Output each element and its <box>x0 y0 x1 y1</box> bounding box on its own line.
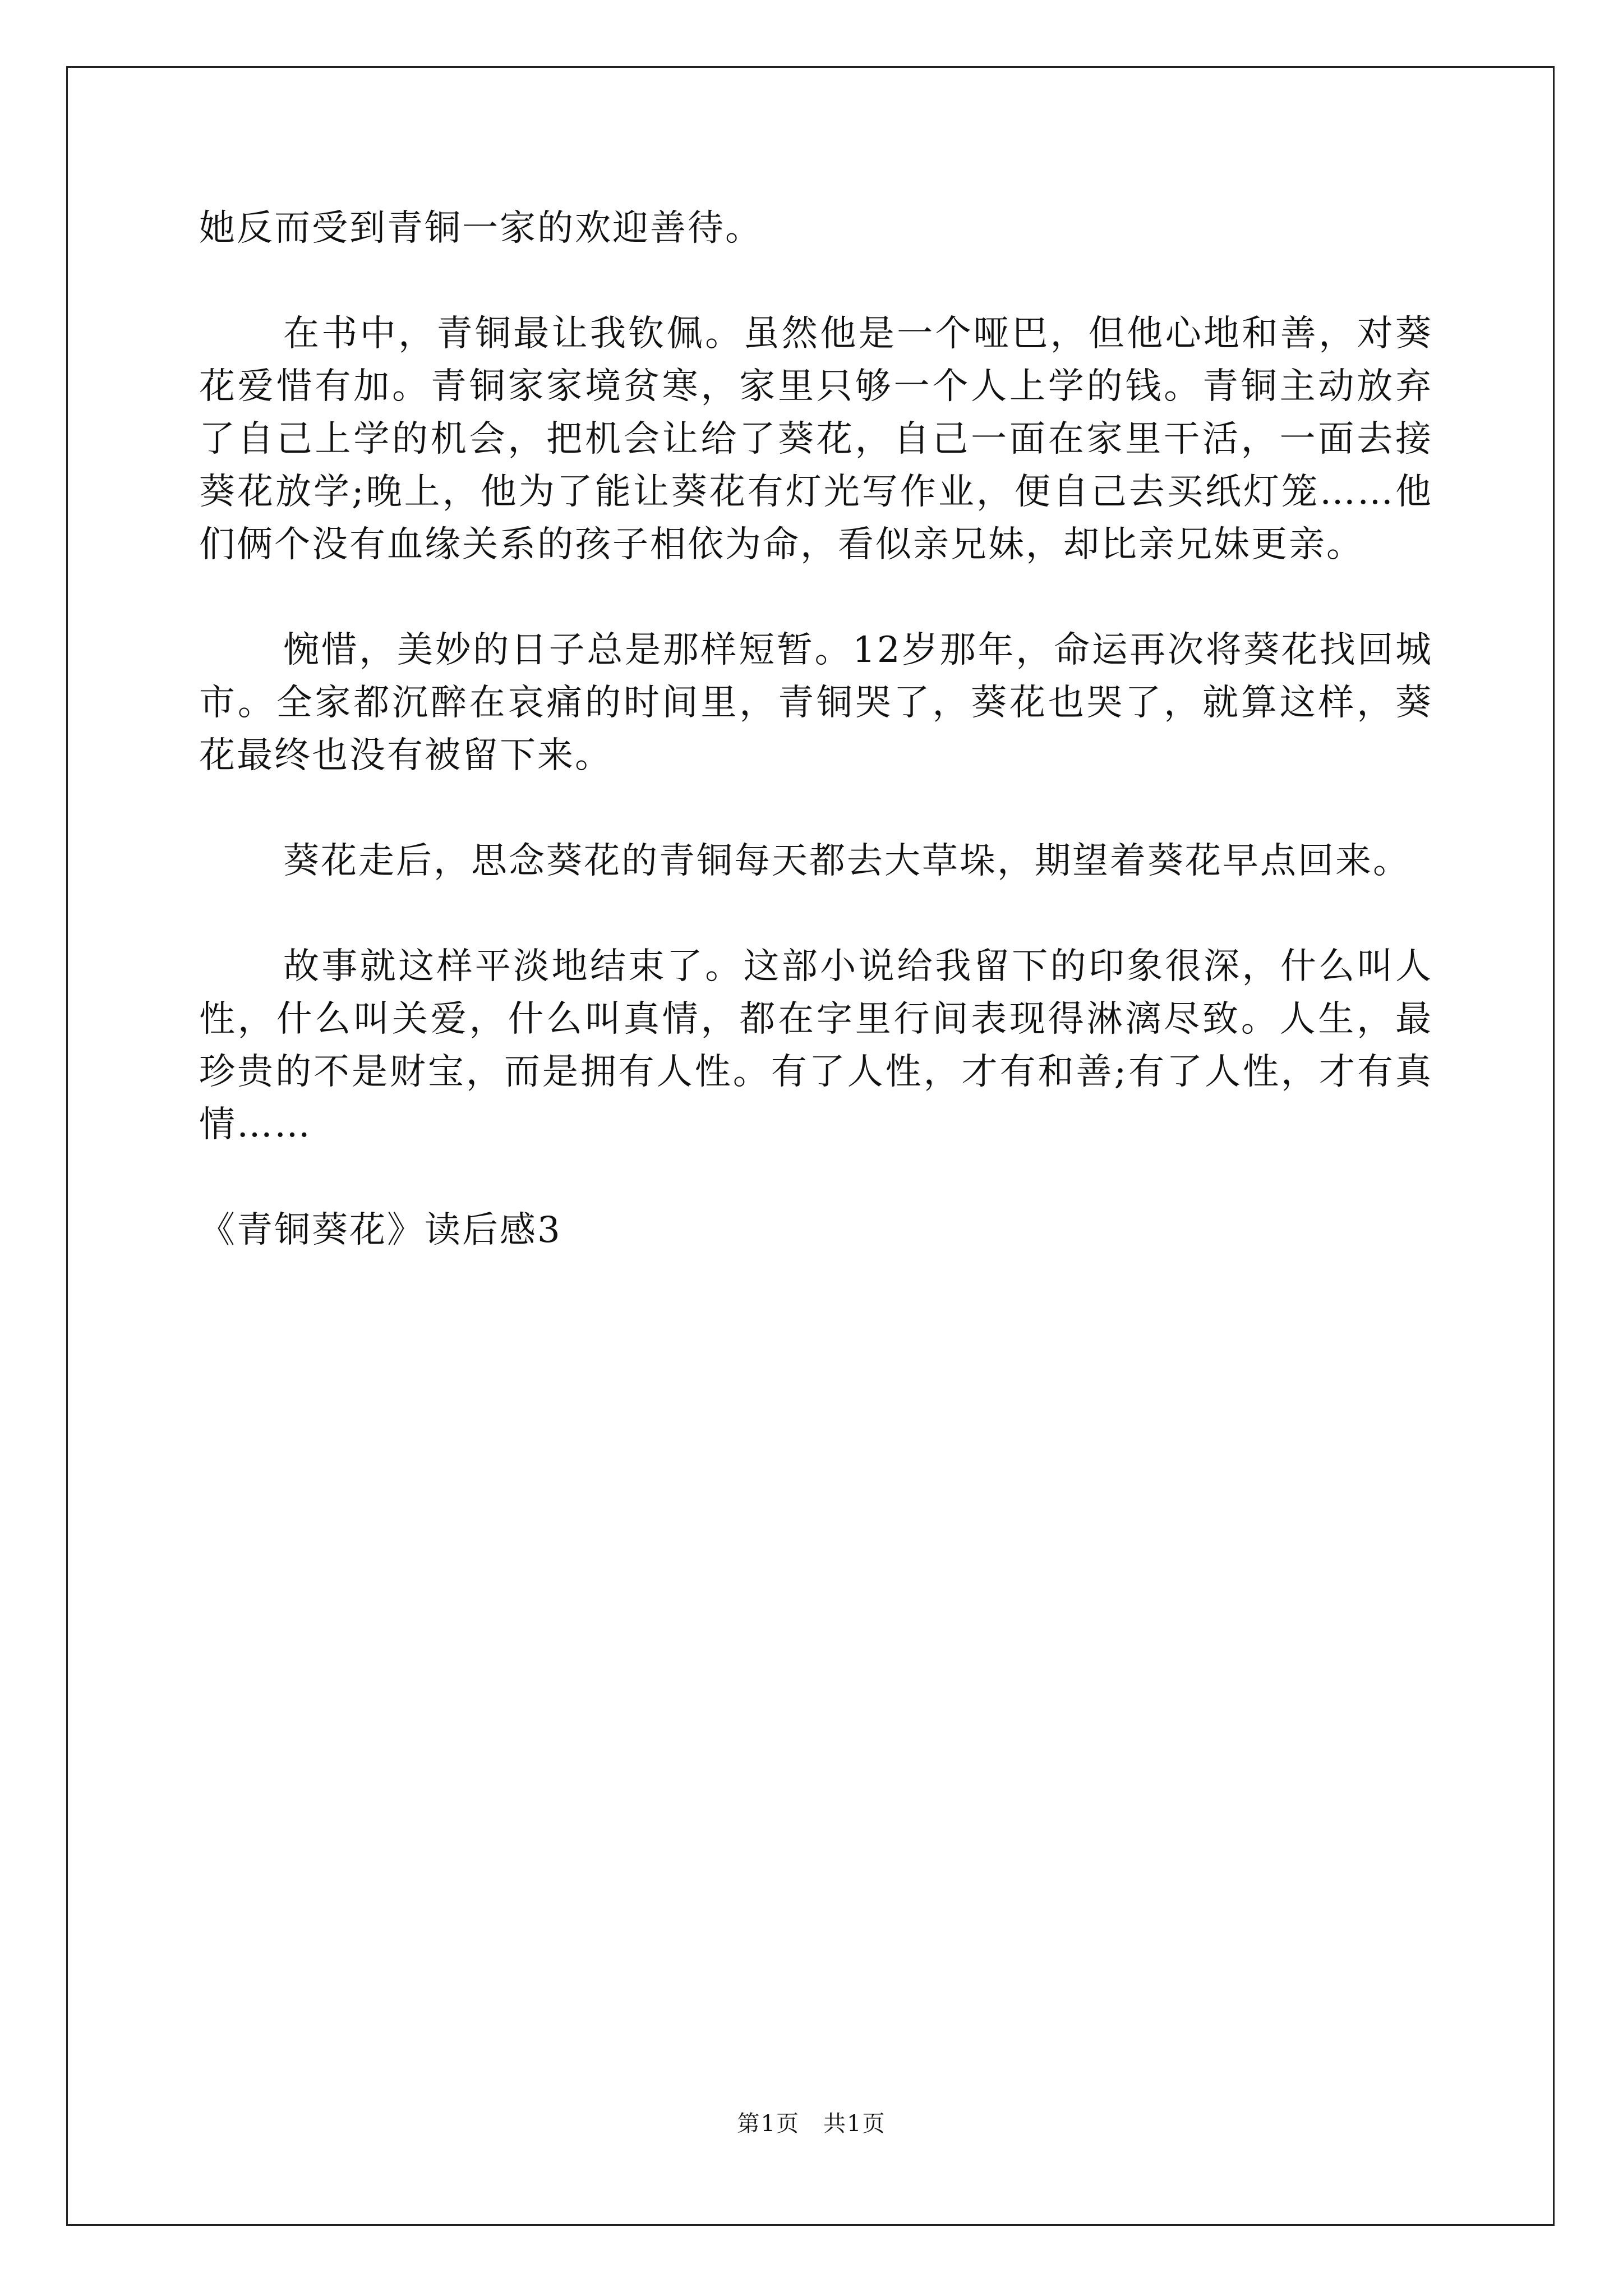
paragraph-qingtong-admiration: 在书中，青铜最让我钦佩。虽然他是一个哑巴，但他心地和善，对葵花爱惜有加。青铜家家境贫寒，家里只够一个人上学的钱。青铜主动放弃了自己上学的机会，把机会让给了葵花，自己一面在家里干活，一面去接葵花放学;晚上，他为了能让葵花有灯光写作业，便自己去买纸灯笼……他们俩个没有血缘关系的孩子相依为命，看似亲兄妹，却比亲兄妹更亲。 <box>199 313 1433 565</box>
paragraph-continuation: 她反而受到青铜一家的欢迎善待。 <box>199 208 763 249</box>
section-heading: 《青铜葵花》读后感3 <box>199 1209 562 1251</box>
paragraph-conclusion: 故事就这样平淡地结束了。这部小说给我留下的印象很深，什么叫人性，什么叫关爱，什么叫真情，都在字里行间表现得淋漓尽致。人生，最珍贵的不是财宝，而是拥有人性。有了人性，才有和善;有了人性，才有真情…… <box>199 946 1433 1145</box>
page-number-footer: 第1页 共1页 <box>737 2111 886 2137</box>
paragraph-longing: 葵花走后，思念葵花的青铜每天都去大草垛，期望着葵花早点回来。 <box>283 840 1410 882</box>
document-body <box>199 202 1433 1257</box>
paragraph-separation: 惋惜，美妙的日子总是那样短暂。12岁那年，命运再次将葵花找回城市。全家都沉醉在哀痛的时间里，青铜哭了，葵花也哭了，就算这样，葵花最终也没有被留下来。 <box>199 629 1433 776</box>
